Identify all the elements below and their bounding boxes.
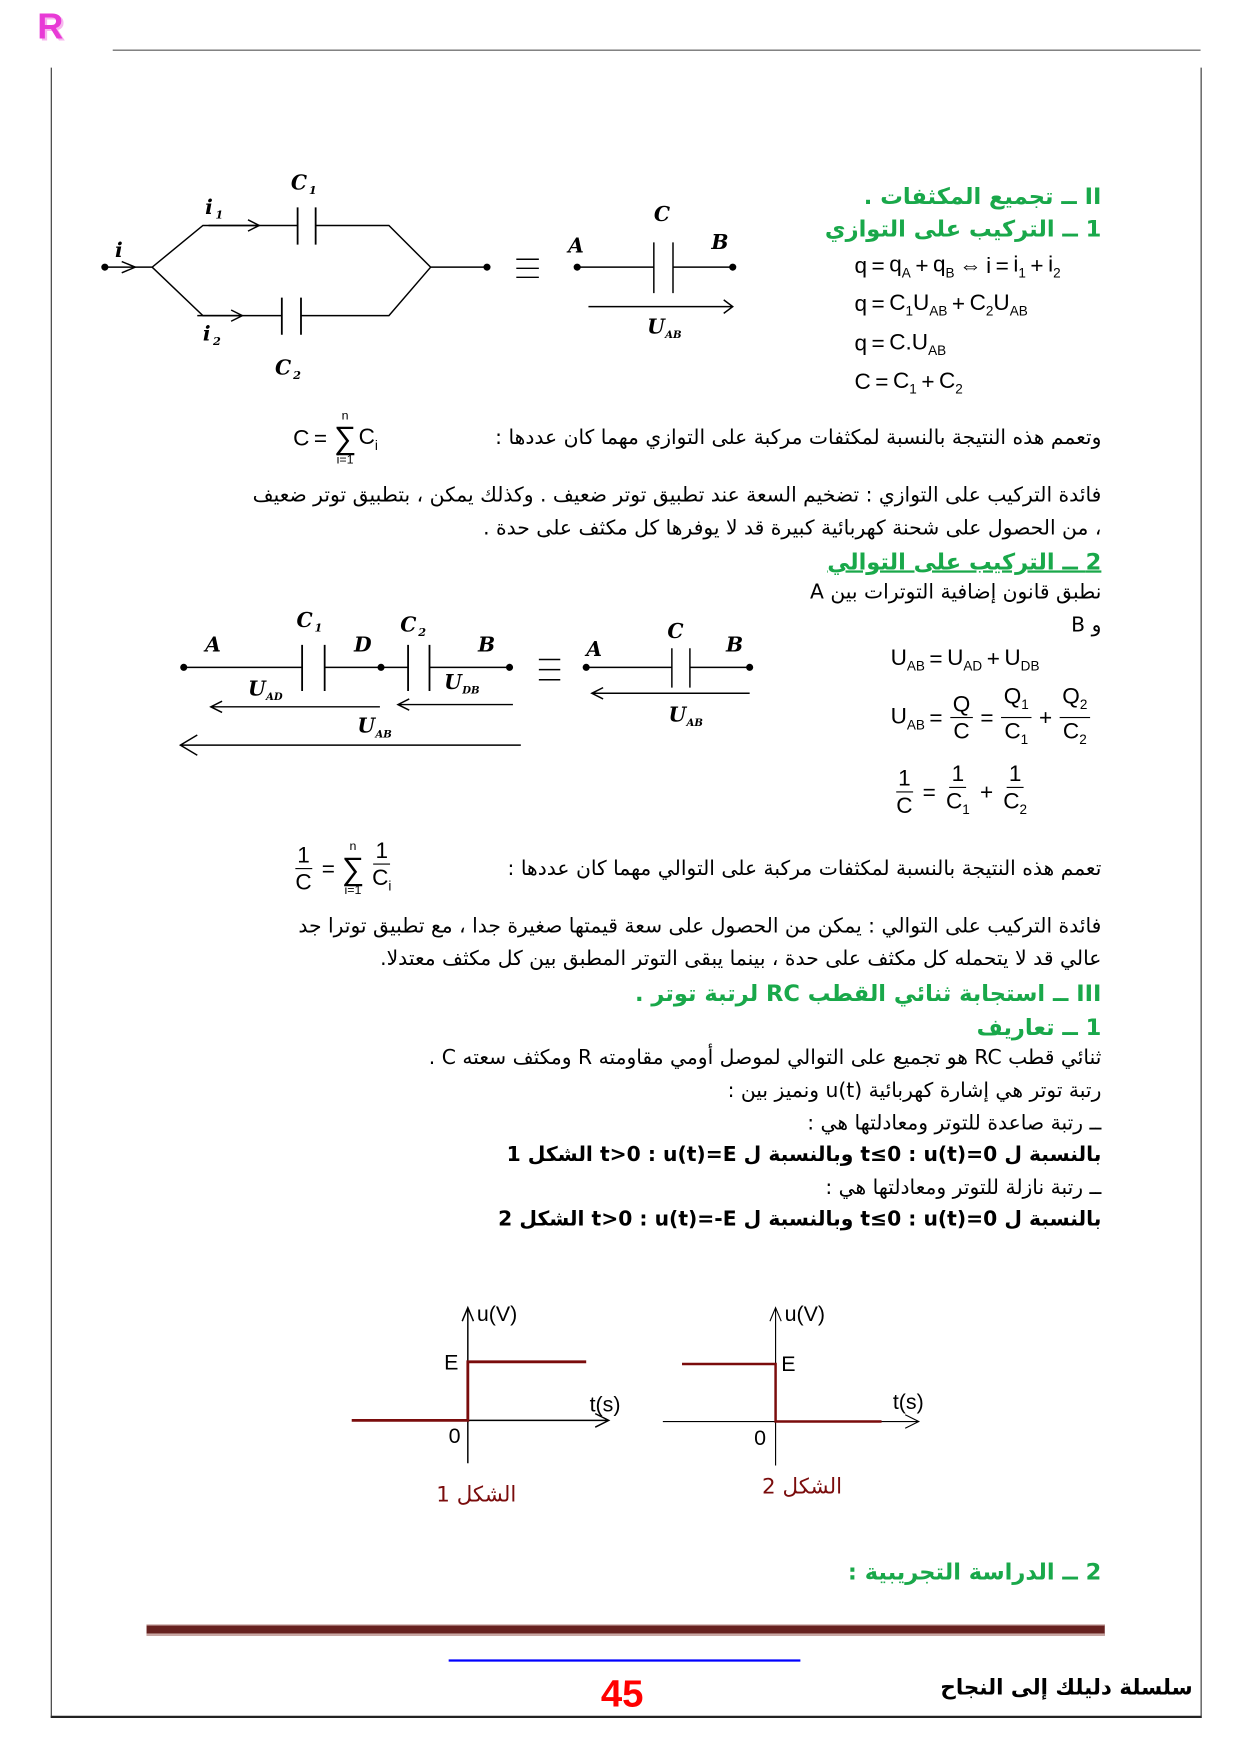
svg-text:u(V): u(V) <box>476 1302 518 1327</box>
svg-text:AD: AD <box>266 691 283 704</box>
fraction <box>1060 684 1090 753</box>
math-symbol: q <box>854 253 868 279</box>
subscript: 1 <box>962 801 970 818</box>
math-operator: + <box>1038 705 1053 731</box>
sigma-icon: ∑ <box>333 420 357 456</box>
label-a: A <box>568 233 584 258</box>
label-i2: i <box>202 321 211 346</box>
label-d: D <box>353 632 372 657</box>
subscript: 2 <box>955 381 963 397</box>
subsection-title-parallel: 1 ــ التركيب على التوازي <box>824 215 1102 243</box>
math-symbol: 1 <box>951 762 965 787</box>
svg-text:u(V): u(V) <box>784 1302 826 1327</box>
math-symbol: $U_{AB}$ <box>890 645 925 675</box>
math-operator: = <box>871 331 885 357</box>
graph-caption: الشكل 2 <box>762 1474 843 1500</box>
math-operator: + <box>951 291 966 317</box>
parallel-generalize-text: وتعمم هذه النتيجة بالنسبة لمكثفات مركبة على التوازي مهما كان عددها : <box>495 426 1102 450</box>
section-title: II ــ تجميع المكثفات . <box>863 182 1102 210</box>
math-operator: + <box>979 779 994 805</box>
definitions-title: 1 ــ تعاريف <box>976 1013 1102 1041</box>
math-symbol: $U_{AD}$ <box>947 645 983 675</box>
subscript: AB <box>928 342 947 359</box>
math-operator: = <box>980 705 994 731</box>
numerator <box>1060 684 1090 718</box>
math-symbol: $Q_1$ <box>1003 684 1029 713</box>
label-a-equiv: A <box>586 637 602 662</box>
math-symbol: $C_2$ <box>1062 719 1087 748</box>
math-symbol: $q_B$ <box>932 252 955 281</box>
math-operator: + <box>915 253 929 279</box>
svg-text:AB: AB <box>686 716 703 729</box>
subscript: A <box>901 264 911 281</box>
parallel-benefit-line-1: فائدة التركيب على التوازي : تضخيم السعة عند تطبيق توتر ضعيف . وكذلك يمكن ، بتطبيق توتر ضعيف <box>252 483 1102 508</box>
svg-text:2: 2 <box>418 624 427 639</box>
math-operator: = <box>922 779 936 805</box>
svg-text:1: 1 <box>314 620 323 635</box>
math-symbol: 1 <box>375 838 389 864</box>
experimental-title: 2 ــ الدراسة التجريبية : <box>847 1557 1102 1585</box>
math-operator: = <box>871 253 885 279</box>
math-symbol: $U_{AB}$ <box>913 290 948 320</box>
math-symbol: $C_i$ <box>372 865 392 894</box>
subscript: 2 <box>1053 264 1061 281</box>
series-name: سلسلة دليلك إلى النجاح <box>940 1675 1193 1700</box>
subscript: 1 <box>909 381 917 397</box>
subscript: 1 <box>1021 696 1029 713</box>
math-operator: = <box>313 425 328 451</box>
math-operator: = <box>871 291 885 317</box>
math-symbol: $i_2$ <box>1048 252 1061 281</box>
math-symbol: $U_{AB}$ <box>890 704 925 733</box>
math-operator: = <box>929 705 943 731</box>
svg-text:1: 1 <box>308 182 317 197</box>
series-law-line-2: و B <box>1071 613 1102 637</box>
subscript: i <box>388 878 392 894</box>
falling-step-equation: بالنسبة ل t≤0 : u(t)=0 وبالنسبة ل t>0 : u(t)=-E الشكل 2 <box>498 1207 1102 1232</box>
graph-rising <box>352 1302 621 1507</box>
svg-text:E: E <box>444 1350 459 1375</box>
math-symbol: $Q_2$ <box>1062 684 1088 713</box>
series-benefit-line-1: فائدة التركيب على التوالي : يمكن من الحصول على سعة قيمتها صغيرة جدا ، مع تطبيق توترا جد <box>298 914 1102 938</box>
subscript: 1 <box>1020 731 1029 748</box>
math-symbol: 1 <box>898 766 911 791</box>
math-symbol: $i_1$ <box>1013 252 1026 281</box>
subscript: 1 <box>1018 264 1026 281</box>
label-i1: i <box>205 195 213 220</box>
definition-line: ــ رتبة صاعدة للتوتر ومعادلتها هي : <box>807 1111 1102 1136</box>
svg-text:DB: DB <box>462 684 480 697</box>
label-a: A <box>205 632 221 657</box>
subscript: 2 <box>1079 696 1088 713</box>
svg-text:E: E <box>781 1351 796 1376</box>
series-generalize-text: تعمم هذه النتيجة بالنسبة لمكثفات مركبة على التوالي مهما كان عددها : <box>507 856 1102 881</box>
math-symbol: Q <box>952 692 971 717</box>
subscript: AB <box>906 658 925 675</box>
parallel-benefit-line-2: ، من الحصول على شحنة كهربائية كبيرة قد لا يوفرها كل مكثف على حدة . <box>483 516 1102 540</box>
math-symbol: q <box>854 291 868 317</box>
sum-lower: i=1 <box>336 453 354 467</box>
graph-caption: الشكل 1 <box>436 1482 517 1508</box>
subsection-title-series: 2 ــ التركيب على التوالي <box>827 547 1102 575</box>
label-uab-equiv: U <box>668 702 687 727</box>
subscript: AD <box>963 658 983 675</box>
svg-text:2: 2 <box>213 333 221 348</box>
subscript: 2 <box>1079 731 1087 748</box>
svg-text:t(s): t(s) <box>589 1392 621 1417</box>
math-operator: + <box>921 369 935 395</box>
math-operator: = <box>875 369 889 395</box>
math-operator: + <box>1030 253 1044 279</box>
math-symbol: $U_{AB}$ <box>993 290 1028 320</box>
sum-upper: n <box>341 409 349 423</box>
series-law-line-1: نطبق قانون إضافية التوترات بين A <box>809 580 1102 605</box>
label-c2: C <box>400 612 417 637</box>
math-symbol: i <box>986 253 992 279</box>
page-number: 45 <box>600 1672 644 1716</box>
math-operator: + <box>986 647 1000 672</box>
definition-line: ــ رتبة نازلة للتوتر ومعادلتها هي : <box>825 1175 1102 1200</box>
label-uab: U <box>357 713 376 738</box>
math-symbol: C <box>293 425 310 451</box>
subscript: i <box>374 436 378 453</box>
footer-bar <box>147 1624 1105 1635</box>
logo: R <box>37 5 64 47</box>
label-b: B <box>711 230 729 255</box>
math-symbol: C <box>854 369 871 395</box>
footer-link-line <box>449 1659 801 1661</box>
definition-line: رتبة توتر هي إشارة كهربائية u(t) ونميز بين : <box>727 1078 1102 1103</box>
math-symbol: $C_2$ <box>969 290 994 320</box>
sigma-icon: ∑ <box>341 851 365 887</box>
section3-title: III ــ استجابة ثنائي القطب RC لرتبة توتر . <box>634 979 1102 1007</box>
definition-line: ثنائي قطب RC هو تجميع على التوالي لموصل أومي مقاومته R ومكثف سعته C . <box>428 1046 1102 1070</box>
math-symbol: $C_1$ <box>889 290 914 320</box>
subscript: 1 <box>905 303 914 320</box>
math-operator: = <box>321 856 335 881</box>
math-operator: = <box>995 253 1009 279</box>
label-b: B <box>477 632 496 657</box>
math-operator: = <box>929 647 943 672</box>
label-c1: C <box>290 170 307 195</box>
label-c1: C <box>296 607 313 632</box>
math-symbol: C <box>896 793 913 818</box>
math-symbol: $C_i$ <box>358 424 378 453</box>
svg-text:t(s): t(s) <box>892 1390 924 1415</box>
subscript: 2 <box>985 303 994 320</box>
label-uad: U <box>248 676 266 701</box>
sum-upper: n <box>349 839 357 854</box>
label-c-equiv: C <box>667 619 684 644</box>
math-symbol: $C_1$ <box>1004 719 1029 748</box>
math-symbol: $U_{DB}$ <box>1004 645 1040 675</box>
math-symbol: $q_A$ <box>889 252 911 281</box>
math-symbol: $C.U_{AB}$ <box>889 330 947 359</box>
label-b-equiv: B <box>725 632 744 657</box>
sum-lower: i=1 <box>344 883 362 898</box>
subscript: AB <box>929 303 948 320</box>
math-symbol: $C_1$ <box>945 789 970 818</box>
math-symbol: $C_2$ <box>1003 789 1028 818</box>
math-symbol: C <box>295 869 312 895</box>
denominator <box>1061 718 1089 753</box>
graph-falling <box>663 1302 924 1499</box>
subscript: AB <box>906 716 925 733</box>
label-c: C <box>653 201 670 226</box>
subscript: AB <box>1009 303 1028 320</box>
label-i: i <box>114 238 123 263</box>
subscript: DB <box>1020 658 1040 675</box>
rising-step-equation: بالنسبة ل t≤0 : u(t)=0 وبالنسبة ل t>0 : u(t)=E الشكل 1 <box>506 1143 1102 1167</box>
svg-text:AB: AB <box>375 728 392 741</box>
subscript: 2 <box>1019 801 1028 818</box>
label-uab: U <box>647 314 665 339</box>
math-symbol: $C_1$ <box>892 368 917 397</box>
svg-text:0: 0 <box>448 1423 461 1448</box>
subscript: B <box>945 264 955 281</box>
math-symbol: C <box>953 719 970 745</box>
svg-text:1: 1 <box>215 207 224 222</box>
label-c2: C <box>275 355 292 380</box>
svg-text:0: 0 <box>754 1426 767 1451</box>
series-benefit-line-2: عالي قد لا يتحمله كل مكثف على حدة ، بينما يبقى التوتر المطبق بين كل مكثف معتدلا. <box>380 946 1102 971</box>
math-symbol: 1 <box>1008 762 1022 787</box>
svg-text:AB: AB <box>665 329 682 342</box>
math-operator: ⇔ <box>959 253 982 279</box>
rising-signal <box>352 1362 586 1421</box>
math-symbol: $C_2$ <box>939 368 963 397</box>
math-symbol: 1 <box>297 842 310 868</box>
math-symbol: q <box>854 331 868 357</box>
label-udb: U <box>444 669 462 694</box>
svg-text:2: 2 <box>293 367 301 382</box>
